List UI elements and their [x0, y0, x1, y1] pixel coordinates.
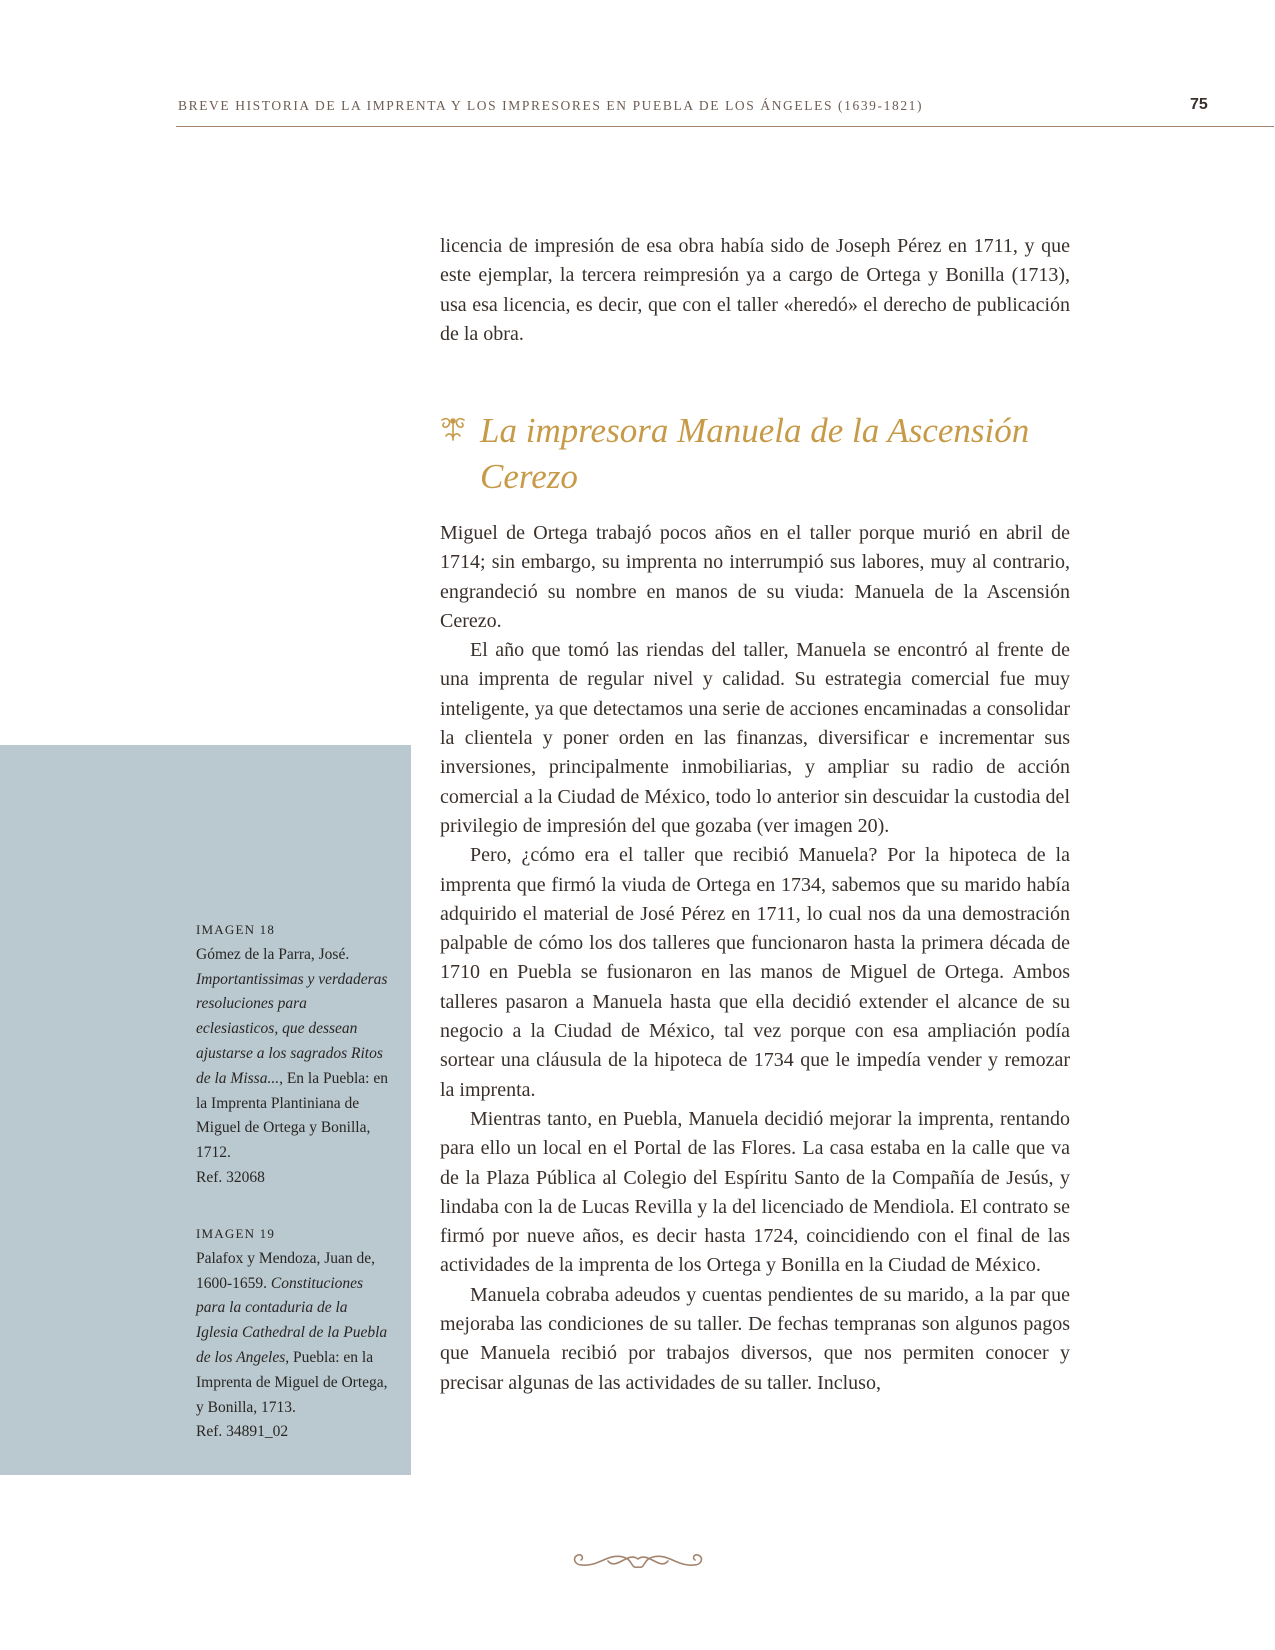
caption-imagen-18 [196, 918, 392, 1191]
section-title: La impresora Manuela de la Ascensión Cerezo [480, 411, 1030, 496]
scroll-flourish-icon [568, 1545, 708, 1575]
caption-imprint: Puebla: en la Imprenta de Miguel de Ortega, y Bonilla, 1713. [196, 1348, 388, 1416]
caption-title: Constituciones para la contaduria de la Iglesia Cathedral de la Puebla de los Angeles, [196, 1274, 388, 1366]
floral-fleuron-icon [438, 414, 468, 444]
caption-imprint: En la Puebla: en la Imprenta Plantiniana de Miguel de Ortega y Bonilla, 1712. [196, 1069, 388, 1162]
caption-imagen-19 [196, 1222, 392, 1445]
paragraph: Pero, ¿cómo era el taller que recibió Manuela? Por la hipoteca de la imprenta que firmó la viuda de Ortega en 1734, sabemos que su marido había adquirido el material de José Pérez en 1711, lo cual nos da una demostración palpable de cómo los dos talleres que funcionaron hasta la primera década de 1710 en Puebla se fusionaron en las manos de Miguel de Ortega. Ambos talleres pasaron a Manuela hasta que ella decidió extender el alcance de su negocio a la Ciudad de México, tal vez porque con esa ampliación podía sortear una cláusula de la hipoteca de 1734 que le impedía vender y remozar la imprenta. [440, 844, 1070, 1101]
caption-ref: Ref. 32068 [196, 1168, 265, 1186]
main-text [440, 519, 1070, 1398]
paragraph: Manuela cobraba adeudos y cuentas pendientes de su marido, a la par que mejoraba las condiciones de su taller. De fechas tempranas son algunos pagos que Manuela recibió por trabajos diversos, que nos permiten conocer y precisar algunas de las actividades de su taller. Incluso, [440, 1283, 1070, 1394]
intro-paragraph: licencia de impresión de esa obra había sido de Joseph Pérez en 1711, y que este ejemplar, la tercera reimpresión ya a cargo de Ortega y Bonilla (1713), usa esa licencia, es decir, que con el taller «heredó» el derecho de publicación de la obra. [440, 235, 1070, 345]
caption-ref: Ref. 34891_02 [196, 1423, 289, 1441]
caption-label: IMAGEN 18 [196, 922, 276, 937]
caption-title: Importantissimas y verdaderas resoluciones para eclesiasticos, que dessean ajustarse a los sagrados Ritos de la Missa..., [196, 970, 388, 1087]
page-number: 75 [1190, 96, 1208, 113]
paragraph: El año que tomó las riendas del taller, Manuela se encontró al frente de una imprenta de regular nivel y calidad. Su estrategia comercial fue muy inteligente, ya que detectamos una serie de acciones encaminadas a consolidar la clientela y poner orden en las finanzas, diversificar e incrementar sus inversiones, principalmente inmobiliarias, y ampliar su radio de acción comercial a la Ciudad de México, todo lo anterior sin descuidar la custodia del privilegio de impresión del que gozaba (ver imagen 20). [440, 639, 1070, 837]
header-rule [176, 126, 1274, 127]
caption-author: Palafox y Mendoza, Juan de, 1600-1659. [196, 1249, 376, 1292]
section-heading [438, 408, 1078, 500]
paragraph: Mientras tanto, en Puebla, Manuela decidió mejorar la imprenta, rentando para ello un local en el Portal de las Flores. La casa estaba en la calle que va de la Plaza Pública al Colegio del Espíritu Santo de la Compañía de Jesús, y lindaba con la de Lucas Revilla y la del licenciado de Mendiola. El contrato se firmó por nueve años, es decir hasta 1724, coincidiendo con el final de las actividades de la imprenta de los Ortega y Bonilla en la Ciudad de México. [440, 1107, 1070, 1277]
caption-author: Gómez de la Parra, José. [196, 945, 350, 963]
caption-label: IMAGEN 19 [196, 1226, 276, 1241]
running-header: BREVE HISTORIA DE LA IMPRENTA Y LOS IMPRESORES EN PUEBLA DE LOS ÁNGELES (1639-1821) [178, 98, 924, 113]
paragraph: Miguel de Ortega trabajó pocos años en el taller porque murió en abril de 1714; sin embargo, su imprenta no interrumpió sus labores, muy al contrario, engrandeció su nombre en manos de su viuda: Manuela de la Ascensión Cerezo. [440, 522, 1070, 632]
